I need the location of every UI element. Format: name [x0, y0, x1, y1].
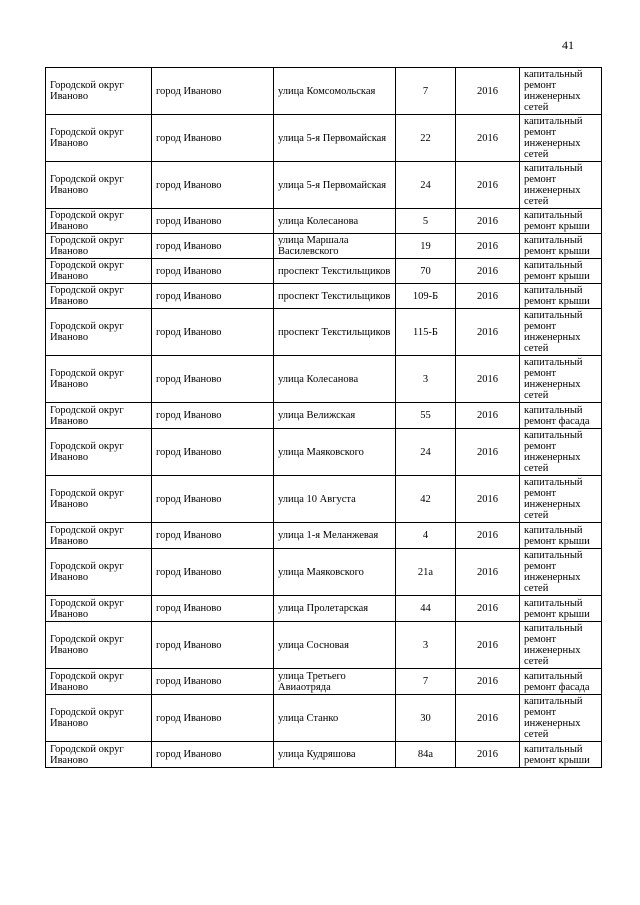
- table-row: [46, 742, 602, 768]
- street-cell: улица Сосновая: [274, 622, 396, 669]
- work-type-cell: капитальный ремонт фасада: [520, 669, 602, 695]
- year-cell: 2016: [456, 476, 520, 523]
- year-cell: 2016: [456, 695, 520, 742]
- table-row: [46, 403, 602, 429]
- city-cell: город Иваново: [152, 356, 274, 403]
- house-cell: 3: [396, 356, 456, 403]
- house-cell: 7: [396, 68, 456, 115]
- house-cell: 4: [396, 523, 456, 549]
- street-cell: проспект Текстильщиков: [274, 259, 396, 284]
- street-cell: улица 10 Августа: [274, 476, 396, 523]
- year-cell: 2016: [456, 356, 520, 403]
- district-cell: Городской округ Иваново: [46, 622, 152, 669]
- year-cell: 2016: [456, 429, 520, 476]
- city-cell: город Иваново: [152, 259, 274, 284]
- year-cell: 2016: [456, 234, 520, 259]
- house-cell: 42: [396, 476, 456, 523]
- work-type-cell: капитальный ремонт инженерных сетей: [520, 115, 602, 162]
- district-cell: Городской округ Иваново: [46, 523, 152, 549]
- house-cell: 44: [396, 596, 456, 622]
- year-cell: 2016: [456, 523, 520, 549]
- table-body: [46, 68, 602, 768]
- year-cell: 2016: [456, 309, 520, 356]
- work-type-cell: капитальный ремонт инженерных сетей: [520, 429, 602, 476]
- house-cell: 22: [396, 115, 456, 162]
- district-cell: Городской округ Иваново: [46, 596, 152, 622]
- street-cell: улица Кудряшова: [274, 742, 396, 768]
- table-row: [46, 429, 602, 476]
- table-row: [46, 596, 602, 622]
- house-cell: 3: [396, 622, 456, 669]
- city-cell: город Иваново: [152, 209, 274, 234]
- city-cell: город Иваново: [152, 403, 274, 429]
- city-cell: город Иваново: [152, 162, 274, 209]
- street-cell: улица Третьего Авиаотряда: [274, 669, 396, 695]
- city-cell: город Иваново: [152, 742, 274, 768]
- city-cell: город Иваново: [152, 695, 274, 742]
- house-cell: 24: [396, 429, 456, 476]
- house-cell: 19: [396, 234, 456, 259]
- street-cell: улица 5-я Первомайская: [274, 162, 396, 209]
- city-cell: город Иваново: [152, 596, 274, 622]
- work-type-cell: капитальный ремонт крыши: [520, 596, 602, 622]
- district-cell: Городской округ Иваново: [46, 209, 152, 234]
- work-type-cell: капитальный ремонт инженерных сетей: [520, 622, 602, 669]
- district-cell: Городской округ Иваново: [46, 549, 152, 596]
- year-cell: 2016: [456, 742, 520, 768]
- work-type-cell: капитальный ремонт инженерных сетей: [520, 162, 602, 209]
- year-cell: 2016: [456, 162, 520, 209]
- district-cell: Городской округ Иваново: [46, 68, 152, 115]
- year-cell: 2016: [456, 209, 520, 234]
- year-cell: 2016: [456, 115, 520, 162]
- table-row: [46, 209, 602, 234]
- street-cell: улица Маяковского: [274, 549, 396, 596]
- street-cell: проспект Текстильщиков: [274, 309, 396, 356]
- district-cell: Городской округ Иваново: [46, 669, 152, 695]
- house-cell: 30: [396, 695, 456, 742]
- table-row: [46, 284, 602, 309]
- city-cell: город Иваново: [152, 523, 274, 549]
- house-cell: 7: [396, 669, 456, 695]
- district-cell: Городской округ Иваново: [46, 162, 152, 209]
- house-cell: 70: [396, 259, 456, 284]
- street-cell: улица Велижская: [274, 403, 396, 429]
- city-cell: город Иваново: [152, 429, 274, 476]
- district-cell: Городской округ Иваново: [46, 429, 152, 476]
- city-cell: город Иваново: [152, 622, 274, 669]
- street-cell: улица 1-я Меланжевая: [274, 523, 396, 549]
- year-cell: 2016: [456, 596, 520, 622]
- table-row: [46, 695, 602, 742]
- table-row: [46, 234, 602, 259]
- street-cell: улица Станко: [274, 695, 396, 742]
- work-type-cell: капитальный ремонт инженерных сетей: [520, 476, 602, 523]
- street-cell: улица Пролетарская: [274, 596, 396, 622]
- table-row: [46, 356, 602, 403]
- street-cell: улица Колесанова: [274, 209, 396, 234]
- year-cell: 2016: [456, 284, 520, 309]
- house-cell: 5: [396, 209, 456, 234]
- street-cell: улица Маяковского: [274, 429, 396, 476]
- district-cell: Городской округ Иваново: [46, 476, 152, 523]
- table-row: [46, 162, 602, 209]
- city-cell: город Иваново: [152, 115, 274, 162]
- street-cell: улица Маршала Василевского: [274, 234, 396, 259]
- year-cell: 2016: [456, 622, 520, 669]
- city-cell: город Иваново: [152, 549, 274, 596]
- district-cell: Городской округ Иваново: [46, 234, 152, 259]
- work-type-cell: капитальный ремонт фасада: [520, 403, 602, 429]
- district-cell: Городской округ Иваново: [46, 403, 152, 429]
- page-number: 41: [562, 38, 574, 52]
- year-cell: 2016: [456, 259, 520, 284]
- housing-repair-table: [45, 67, 602, 768]
- table-row: [46, 309, 602, 356]
- year-cell: 2016: [456, 403, 520, 429]
- district-cell: Городской округ Иваново: [46, 259, 152, 284]
- work-type-cell: капитальный ремонт крыши: [520, 234, 602, 259]
- district-cell: Городской округ Иваново: [46, 742, 152, 768]
- work-type-cell: капитальный ремонт крыши: [520, 209, 602, 234]
- table-row: [46, 115, 602, 162]
- table-row: [46, 669, 602, 695]
- district-cell: Городской округ Иваново: [46, 309, 152, 356]
- work-type-cell: капитальный ремонт инженерных сетей: [520, 68, 602, 115]
- year-cell: 2016: [456, 68, 520, 115]
- city-cell: город Иваново: [152, 669, 274, 695]
- table-row: [46, 549, 602, 596]
- city-cell: город Иваново: [152, 476, 274, 523]
- house-cell: 24: [396, 162, 456, 209]
- district-cell: Городской округ Иваново: [46, 115, 152, 162]
- city-cell: город Иваново: [152, 309, 274, 356]
- house-cell: 21а: [396, 549, 456, 596]
- district-cell: Городской округ Иваново: [46, 284, 152, 309]
- house-cell: 84а: [396, 742, 456, 768]
- street-cell: улица 5-я Первомайская: [274, 115, 396, 162]
- table-row: [46, 259, 602, 284]
- house-cell: 55: [396, 403, 456, 429]
- work-type-cell: капитальный ремонт крыши: [520, 284, 602, 309]
- house-cell: 109-Б: [396, 284, 456, 309]
- house-cell: 115-Б: [396, 309, 456, 356]
- work-type-cell: капитальный ремонт крыши: [520, 259, 602, 284]
- work-type-cell: капитальный ремонт инженерных сетей: [520, 309, 602, 356]
- district-cell: Городской округ Иваново: [46, 356, 152, 403]
- district-cell: Городской округ Иваново: [46, 695, 152, 742]
- city-cell: город Иваново: [152, 234, 274, 259]
- year-cell: 2016: [456, 549, 520, 596]
- street-cell: улица Комсомольская: [274, 68, 396, 115]
- work-type-cell: капитальный ремонт крыши: [520, 742, 602, 768]
- work-type-cell: капитальный ремонт инженерных сетей: [520, 356, 602, 403]
- work-type-cell: капитальный ремонт инженерных сетей: [520, 695, 602, 742]
- city-cell: город Иваново: [152, 68, 274, 115]
- street-cell: проспект Текстильщиков: [274, 284, 396, 309]
- work-type-cell: капитальный ремонт инженерных сетей: [520, 549, 602, 596]
- city-cell: город Иваново: [152, 284, 274, 309]
- table-row: [46, 476, 602, 523]
- year-cell: 2016: [456, 669, 520, 695]
- table-row: [46, 622, 602, 669]
- table-row: [46, 68, 602, 115]
- street-cell: улица Колесанова: [274, 356, 396, 403]
- table-row: [46, 523, 602, 549]
- work-type-cell: капитальный ремонт крыши: [520, 523, 602, 549]
